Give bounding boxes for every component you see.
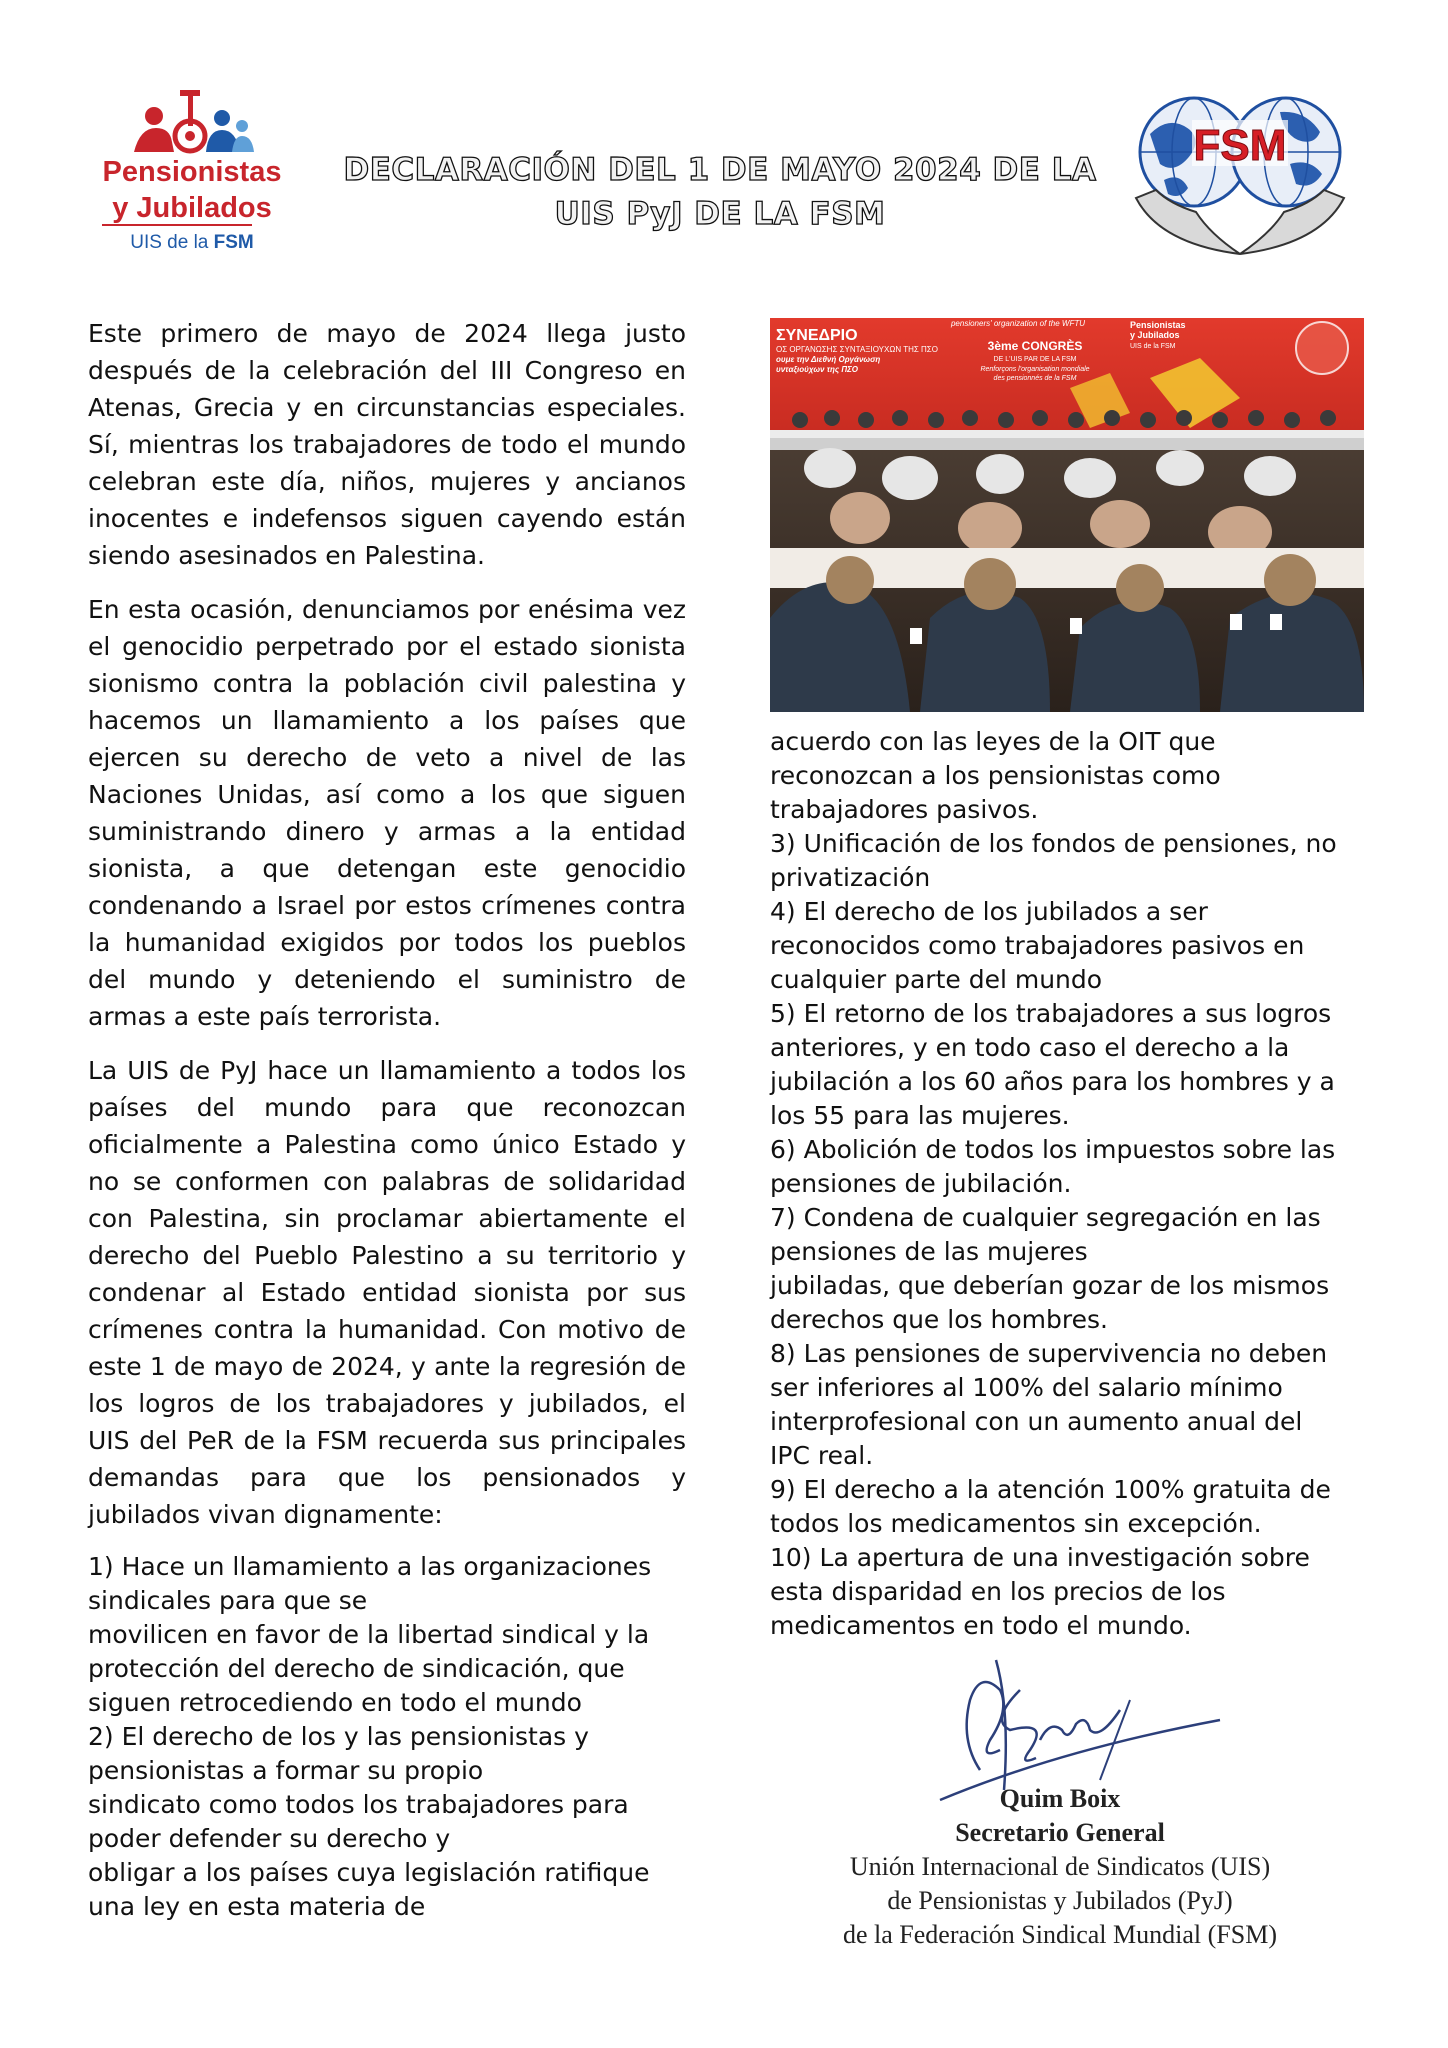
pensionistas-jubilados-logo (82, 84, 302, 264)
demand-line: reconocidos como trabajadores pasivos en (770, 931, 1305, 960)
demand-line: poder defender su derecho y (88, 1824, 451, 1853)
demand-line: 2) El derecho de los y las pensionistas y (88, 1722, 589, 1751)
demand-line: sindicato como todos los trabajadores para (88, 1790, 629, 1819)
demand-line: obligar a los países cuya legislación ratifique (88, 1858, 650, 1887)
demand-line: 5) El retorno de los trabajadores a sus logros (770, 999, 1332, 1028)
demand-line: siguen retrocediendo en todo el mundo (88, 1688, 582, 1717)
demand-line: los 55 para las mujeres. (770, 1101, 1070, 1130)
demand-line: derechos que los hombres. (770, 1305, 1108, 1334)
demands-list-left (88, 1550, 686, 1924)
demand-line: 4) El derecho de los jubilados a ser (770, 897, 1208, 926)
congress-photo (770, 318, 1364, 712)
paragraph-genocide: En esta ocasión, denunciamos por enésima vez el genocidio perpetrado por el estado sionista sionismo contra la población civil palestina y hacemos un llamamiento a los países que ejercen su derecho de veto a nivel de las Naciones Unidas, así como a los que siguen suministrando dinero y armas a la entidad sionista, a que detengan este genocidio condenando a Israel por estos crímenes contra la humanidad exigidos por todos los pueblos del mundo y deteniendo el suministro de armas a este país terrorista. (88, 595, 686, 1031)
demand-line: pensionistas a formar su propio (88, 1756, 484, 1785)
demand-line: sindicales para que se (88, 1586, 368, 1615)
demand-line: jubiladas, que deberían gozar de los mismos (770, 1271, 1330, 1300)
globe-hands-icon (1130, 94, 1350, 264)
banner-logo-line: UIS de la FSM (1130, 343, 1176, 350)
congress-photo-illustration (770, 318, 1364, 712)
paragraph-demands-intro: La UIS de PyJ hace un llamamiento a todos los países del mundo para que reconozcan oficialmente a Palestina como único Estado y no se conformen con palabras de solidaridad con Palestina, sin proclamar abiertamente el derecho del Pueblo Palestino a su territorio y condenar al Estado entidad sionista por sus crímenes contra la humanidad. Con motivo de este 1 de mayo de 2024, y ante la regresión de los logros de los trabajadores y jubilados, el UIS del PeR de la FSM recuerda sus principales demandas para que los pensionados y jubilados vivan dignamente: (88, 1056, 686, 1529)
demand-line: pensiones de las mujeres (770, 1237, 1088, 1266)
demand-line: ser inferiores al 100% del salario mínimo (770, 1373, 1283, 1402)
demand-line: cualquier parte del mundo (770, 965, 1103, 994)
signature-text (780, 1782, 1340, 1952)
banner-logo-line: Pensionistas (1130, 320, 1186, 330)
title-line-1: DECLARACIÓN DEL 1 DE MAYO 2024 DE LA (343, 152, 1097, 188)
demand-line: trabajadores pasivos. (770, 795, 1039, 824)
logo-word-pensionistas: Pensionistas (102, 156, 282, 188)
banner-congress-line: Renforçons l'organisation mondiale (980, 366, 1090, 373)
demand-line: medicamentos en todo el mundo. (770, 1611, 1192, 1640)
organization-line: Unión Internacional de Sindicatos (UIS) (849, 1852, 1271, 1881)
banner-greek-title: ΣΥΝΕΔΡΙΟ (776, 327, 858, 344)
banner-greek-line: ουμε την Διεθνή Οργάνωση (776, 355, 881, 364)
banner-wftu-line: pensioners' organization of the WFTU (950, 319, 1086, 328)
banner-logo-line: y Jubilados (1130, 330, 1180, 340)
banner-congress-line: des pensionnés de la FSM (993, 375, 1077, 382)
demand-line: 6) Abolición de todos los impuestos sobre las (770, 1135, 1336, 1164)
demand-line: 1) Hace un llamamiento a las organizaciones (88, 1552, 652, 1581)
right-column (770, 725, 1364, 1643)
demand-line: IPC real. (770, 1441, 874, 1470)
organization-line: de Pensionistas y Jubilados (PyJ) (887, 1886, 1233, 1915)
demand-line: jubilación a los 60 años para los hombres y a (770, 1067, 1335, 1096)
demand-line: 7) Condena de cualquier segregación en las (770, 1203, 1321, 1232)
left-column (88, 315, 686, 1924)
demand-line: 10) La apertura de una investigación sobre (770, 1543, 1310, 1572)
banner-congress-title: 3ème CONGRÈS (987, 339, 1083, 353)
organization-line: de la Federación Sindical Mundial (FSM) (843, 1920, 1277, 1949)
people-hammer-icon (82, 84, 302, 164)
logo-subtitle: UIS de la FSM (130, 232, 254, 253)
logo-word-jubilados: y Jubilados (112, 192, 272, 224)
demand-line: privatización (770, 863, 931, 892)
fsm-logo-text: FSM (1193, 121, 1287, 170)
demand-line: 3) Unificación de los fondos de pensiones, no (770, 829, 1337, 858)
paragraph-intro: Este primero de mayo de 2024 llega justo después de la celebración del III Congreso en Atenas, Grecia y en circunstancias especiales. Sí, mientras los trabajadores de todo el mundo celebran este día, niños, mujeres y ancianos inocentes e indefensos siguen cayendo están siendo asesinados en Palestina. (88, 319, 686, 570)
signatory-role: Secretario General (955, 1818, 1165, 1847)
signature-block (780, 1650, 1340, 1980)
title-line-2: UIS PyJ DE LA FSM (554, 196, 886, 232)
logo-underline (102, 224, 252, 226)
banner-greek-line: ΟΣ ΟΡΓΑΝΩΣΗΣ ΣΥΝΤΑΞΙΟΥΧΩΝ ΤΗΣ ΠΣΟ (776, 345, 938, 354)
fsm-logo (1130, 94, 1350, 264)
banner-congress-line: DE L'UIS PAR DE LA FSM (993, 356, 1077, 363)
document-header (0, 0, 1448, 290)
demand-line: protección del derecho de sindicación, que (88, 1654, 625, 1683)
demand-line: acuerdo con las leyes de la OIT que (770, 727, 1216, 756)
demand-line: 9) El derecho a la atención 100% gratuita de (770, 1475, 1331, 1504)
demand-line: interprofesional con un aumento anual del (770, 1407, 1303, 1436)
demand-line: anteriores, y en todo caso el derecho a la (770, 1033, 1290, 1062)
demand-line: 8) Las pensiones de supervivencia no deben (770, 1339, 1328, 1368)
demand-line: movilicen en favor de la libertad sindical y la (88, 1620, 650, 1649)
banner-greek-line: υνταξιούχων της ΠΣΟ (776, 365, 859, 374)
demand-line: reconozcan a los pensionistas como (770, 761, 1221, 790)
demand-line: esta disparidad en los precios de los (770, 1577, 1226, 1606)
signatory-name: Quim Boix (999, 1784, 1121, 1813)
demand-line: todos los medicamentos sin excepción. (770, 1509, 1262, 1538)
document-title (330, 148, 1110, 236)
demand-line: una ley en esta materia de (88, 1892, 426, 1921)
demand-line: pensiones de jubilación. (770, 1169, 1072, 1198)
